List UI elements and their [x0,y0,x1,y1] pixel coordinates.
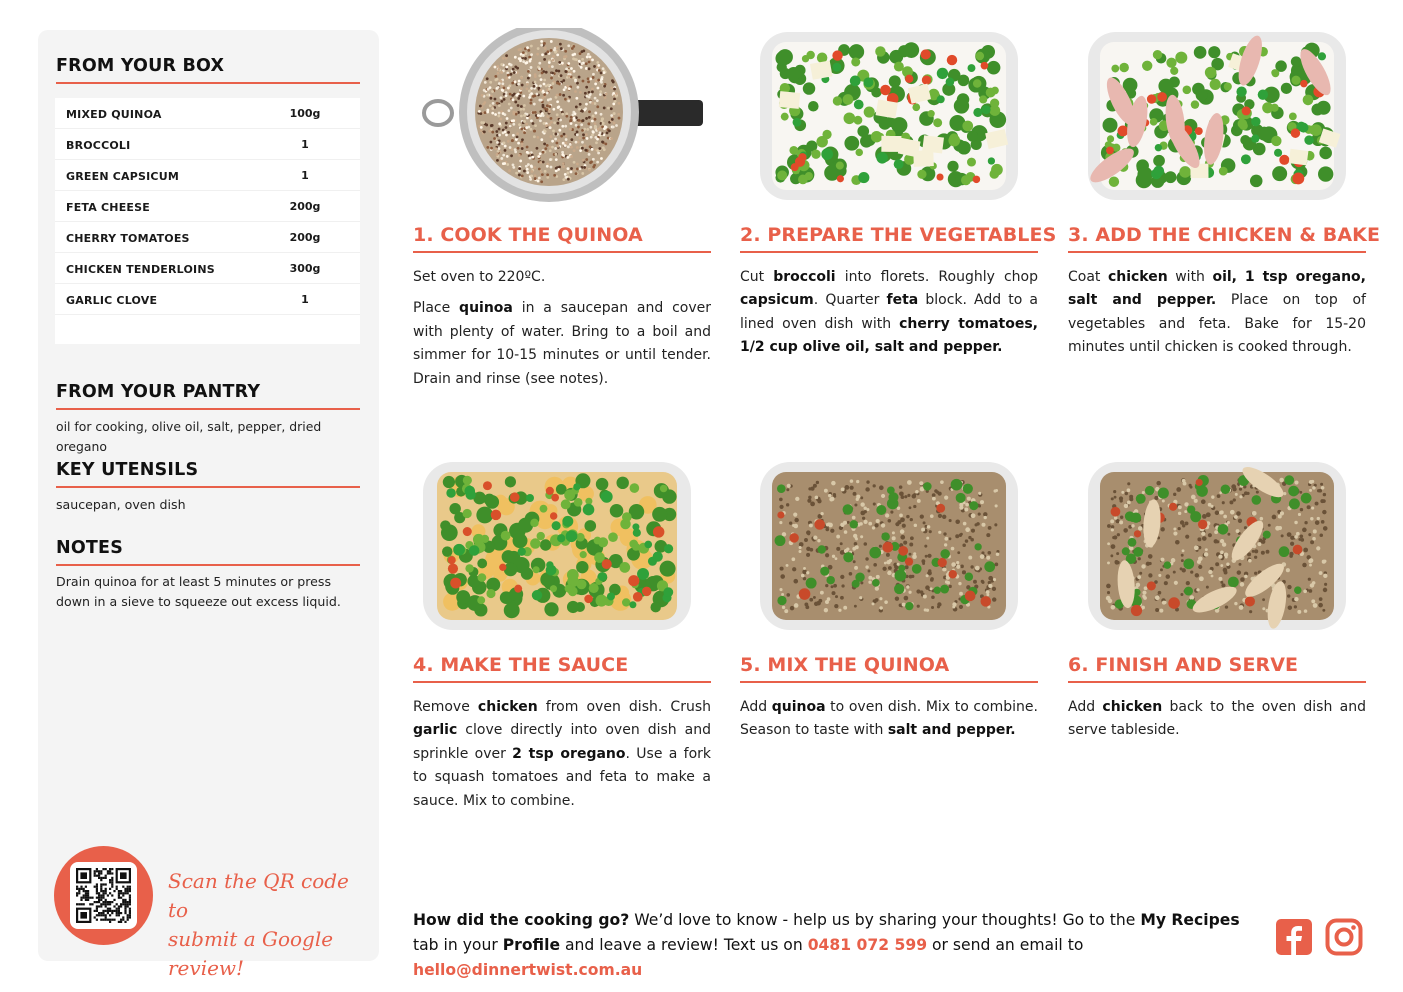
facebook-icon[interactable] [1275,918,1313,956]
step-6-title: 6. FINISH AND SERVE [1068,654,1366,683]
box-ingredients-table [55,98,360,344]
step-text: to oven dish. Mix to combine. Season to taste with [740,699,1038,739]
qr-note-line1: Scan the QR code to [168,869,349,922]
step-text: Cut [740,269,774,285]
footer-text-2: tab in your [413,936,503,954]
box-item-row [55,129,360,160]
step-paragraph [740,696,1038,743]
footer-text-4: or send an email to [927,936,1084,954]
step-text: clove directly into oven dish and sprinkle over [413,722,711,762]
step-2-photo [740,28,1038,204]
step-bold-text: salt and pepper. [887,722,1016,739]
step-text: from oven dish. Crush [537,699,711,715]
step-text: . Use a fork to squash tomatoes and feta to make a sauce. Mix to combine. [413,745,711,809]
step-2-title: 2. PREPARE THE VEGETABLES [740,224,1038,253]
step-text: Set oven to 220ºC. [413,269,546,285]
box-item-row [55,98,360,129]
box-item-name: BROCCOLI [66,139,131,152]
box-item-name: FETA CHEESE [66,201,150,214]
phone-link[interactable]: 0481 072 599 [807,936,928,954]
step-bold-text: 2 tsp oregano [512,745,626,762]
notes-title: NOTES [56,538,360,566]
step-1-photo [413,28,711,204]
step-4-title: 4. MAKE THE SAUCE [413,654,711,683]
box-item-qty: 300g [289,262,321,275]
step-5-body [740,696,1038,751]
step-bold-text: quinoa [459,300,513,317]
box-item-name: CHICKEN TENDERLOINS [66,263,215,276]
box-item-row [55,222,360,253]
step-1-body [413,266,711,399]
email-link[interactable]: hello@dinnertwist.com.au [413,961,643,979]
step-paragraph [740,266,1038,360]
step-text: in a saucepan and cover with plenty of water. Bring to a boil and simmer for 10-15 minutes or until tender. Drain and rinse (see notes). [413,300,711,387]
box-item-qty: 1 [301,293,309,306]
qr-note [168,867,368,983]
step-paragraph [1068,266,1366,360]
box-item-name: CHERRY TOMATOES [66,232,190,245]
step-bold-text: quinoa [771,699,826,715]
box-item-row [55,160,360,191]
step-6-body [1068,696,1366,751]
step-text: back to the oven dish and serve tableside. [1068,699,1366,739]
step-bold-text: cherry tomatoes, 1/2 cup olive oil, salt and pepper. [740,315,1039,356]
box-item-qty: 200g [289,231,321,244]
step-paragraph [413,696,711,813]
step-bold-text: chicken [1107,269,1168,285]
step-2-body [740,266,1038,368]
box-item-name: GREEN CAPSICUM [66,170,179,183]
step-text: Coat [1068,269,1108,285]
box-item-name: MIXED QUINOA [66,108,162,121]
step-text: Place on top of vegetables and feta. Bake for 15-20 minutes until chicken is cooked through. [1068,292,1366,356]
qr-code-icon[interactable] [76,868,131,923]
step-3-body [1068,266,1366,368]
box-item-name: GARLIC CLOVE [66,294,158,307]
step-paragraph [413,266,711,289]
review-footer [413,908,1263,983]
step-bold-text: capsicum [740,292,814,309]
step-bold-text: oil, 1 tsp oregano, salt and pepper. [1068,269,1366,309]
step-paragraph [413,297,711,391]
notes-text: Drain quinoa for at least 5 minutes or press down in a sieve to squeeze out excess liquid. [56,574,341,609]
sidebar [38,30,379,980]
step-paragraph [1068,696,1366,743]
box-item-qty: 1 [301,169,309,182]
step-3-photo [1068,28,1366,204]
step-6-photo [1068,458,1366,634]
step-bold-text: broccoli [773,269,836,285]
box-item-row [55,284,360,315]
profile-link[interactable]: Profile [502,936,561,954]
step-text: Remove [413,699,478,715]
qr-note-line2: submit a Google review! [168,927,334,980]
box-item-qty: 200g [289,200,321,213]
box-title: FROM YOUR BOX [56,56,360,84]
step-4-body [413,696,711,821]
pantry-text: oil for cooking, olive oil, salt, pepper, dried oregano [56,419,322,454]
step-text: block. Add to a lined oven dish with [740,292,1039,332]
box-item-qty: 1 [301,138,309,151]
step-5-title: 5. MIX THE QUINOA [740,654,1038,683]
utensils-text: saucepan, oven dish [56,497,186,512]
box-item-row [55,191,360,222]
step-bold-text: chicken [1102,699,1163,715]
step-text: Add [740,699,772,715]
footer-text-1: We’d love to know - help us by sharing your thoughts! Go to the [629,911,1141,929]
step-text: Add [1068,699,1103,715]
qr-badge [54,846,153,945]
step-bold-text: chicken [477,699,538,715]
step-text: . Quarter [813,292,887,309]
step-text: Place [413,300,460,317]
box-item-row [55,253,360,284]
utensils-title: KEY UTENSILS [56,460,360,488]
step-5-photo [740,458,1038,634]
step-3-title: 3. ADD THE CHICKEN & BAKE [1068,224,1366,253]
step-text: with [1167,269,1213,285]
footer-question: How did the cooking go? [413,911,630,929]
instagram-icon[interactable] [1325,918,1363,956]
pantry-title: FROM YOUR PANTRY [56,382,360,410]
step-4-photo [413,458,711,634]
step-bold-text: garlic [413,722,458,739]
footer-text-3: and leave a review! Text us on [560,936,808,954]
my-recipes-link[interactable]: My Recipes [1140,911,1240,929]
step-1-title: 1. COOK THE QUINOA [413,224,711,253]
step-text: into florets. Roughly chop [835,269,1039,285]
step-bold-text: feta [886,292,919,309]
box-item-qty: 100g [289,107,321,120]
